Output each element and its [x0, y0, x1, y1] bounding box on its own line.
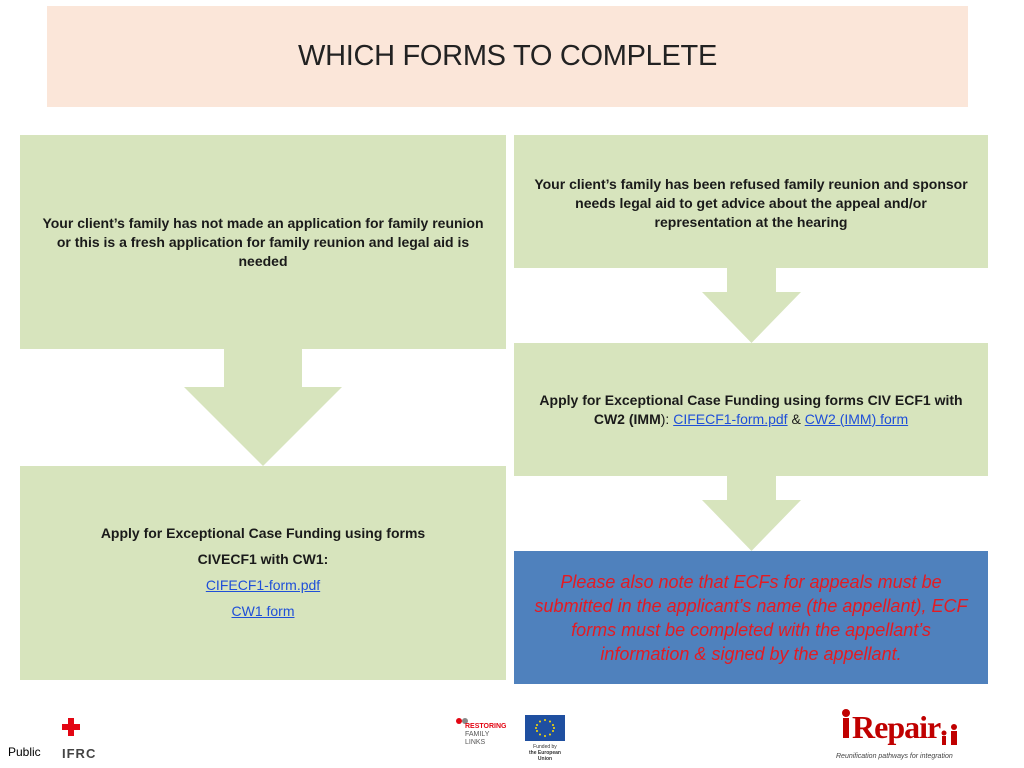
page-title: WHICH FORMS TO COMPLETE [298, 40, 717, 72]
eu-logo [522, 715, 568, 762]
title-band [47, 6, 968, 107]
right-mid-amp: & [787, 410, 805, 427]
rfl-line2: FAMILY LINKS [465, 731, 490, 746]
repair-wordmark: Repair [852, 709, 941, 745]
cw2-imm-link[interactable]: CW2 (IMM) form [804, 410, 909, 427]
appeal-note-text: Please also note that ECFs for appeals must be submitted in the applicant’s name (the appellant), ECF forms must be completed with the appellant’s information & signed by the appellant. [534, 571, 968, 664]
right-top-box [514, 135, 988, 268]
left-top-box [20, 135, 506, 349]
right-mid-box [514, 343, 988, 476]
repair-tagline: Reunification pathways for integration [836, 753, 953, 760]
down-arrow-right-bottom [702, 476, 802, 552]
rfl-logo [455, 716, 507, 746]
left-bottom-line1: Apply for Exceptional Case Funding using forms [100, 525, 426, 541]
red-cross-crescent-icon [62, 718, 106, 740]
eu-flag-icon [525, 715, 565, 741]
left-bottom-box [20, 466, 506, 680]
right-mid-prefix: Apply for Exceptional Case Funding using forms CIV ECF1 with CW2 (IMM [539, 391, 963, 427]
right-top-box-text: Your client’s family has been refused family reunion and sponsor needs legal aid to get advice about the appeal and/or representation at the hearing [534, 176, 968, 230]
left-bottom-line2: CIVECF1 with CW1: [197, 551, 329, 567]
cifecf1-link-left[interactable]: CIFECF1-form.pdf [205, 577, 321, 593]
down-arrow-left [184, 349, 344, 467]
eu-line2: the European Union [529, 750, 561, 762]
eu-line1: Funded by [533, 744, 557, 750]
down-arrow-right-top [702, 268, 802, 344]
right-mid-box-text [532, 391, 970, 429]
cifecf1-link[interactable]: CIFECF1-form.pdf [673, 410, 788, 427]
right-mid-suffix: ): [660, 410, 674, 427]
ifrc-logo [62, 718, 106, 761]
cw1-link[interactable]: CW1 form [231, 603, 295, 619]
appeal-note-box [514, 551, 988, 684]
public-label: Public [8, 745, 41, 759]
rfl-line1: RESTORING [465, 723, 507, 730]
left-top-box-text: Your client’s family has not made an application for family reunion or this is a fresh application for family reunion and legal aid is needed [42, 214, 484, 269]
ifrc-text: IFRC [62, 746, 97, 761]
repair-logo [832, 705, 968, 763]
